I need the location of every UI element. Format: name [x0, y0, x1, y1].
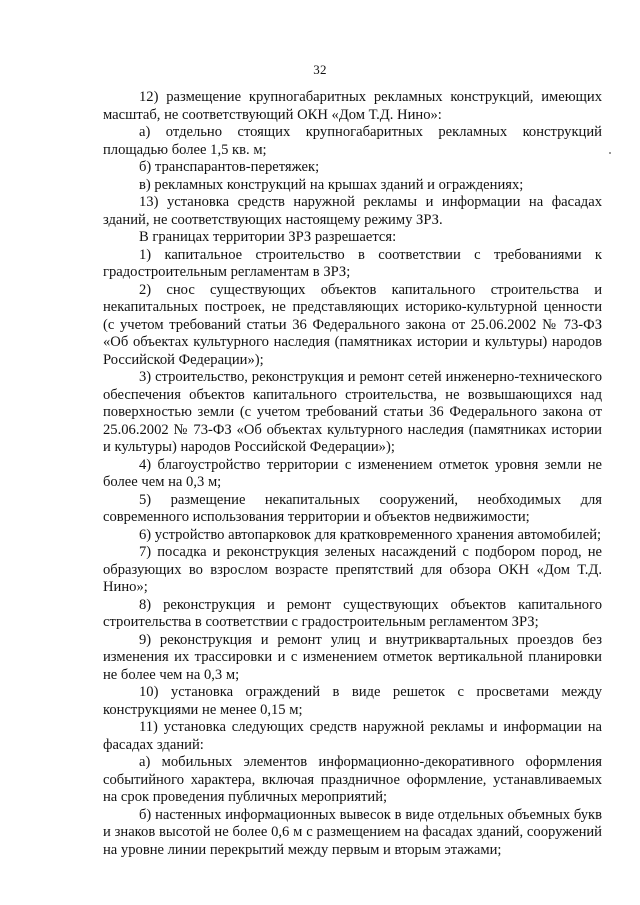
- paragraph-permitted-9: 9) реконструкция и ремонт улиц и внутриквартальных проездов без изменения их трассировки и с изменением отметок вертикальной планировки не более чем на 0,3 м;: [103, 631, 602, 683]
- paragraph-permitted-3: 3) строительство, реконструкция и ремонт сетей инженерно-технического обеспечения объектов капитального строительства, не возвышающихся над поверхностью земли (с учетом требований статьи 36 Федерального закона от 25.06.2002 № 73-ФЗ «Об объектах культурного наследия (памятниках истории и культуры) народов Российской Федерации»);: [103, 369, 602, 455]
- document-body: [103, 89, 602, 859]
- paragraph-subitem-v: в) рекламных конструкций на крышах зданий и ограждениях;: [139, 176, 524, 193]
- paragraph-permitted-11-b: б) настенных информационных вывесок в виде отдельных объемных букв и знаков высотой не более 0,6 м с размещением на фасадах зданий, сооружений на уровне линии перекрытий между первым и вторым этажами;: [103, 806, 602, 858]
- paragraph-subitem-b: б) транспарантов-перетяжек;: [139, 159, 320, 175]
- paragraph-permitted-7: 7) посадка и реконструкция зеленых насаждений с подбором пород, не образующих во взрослом возрасте препятствий для обзора ОКН «Дом Т.Д. Нино»;: [103, 544, 602, 595]
- scan-speck: [609, 152, 611, 154]
- page-number: 32: [313, 62, 327, 77]
- paragraph-permitted-2: 2) снос существующих объектов капитального строительства и некапитальных построек, не представляющих историко-культурной ценности (с учетом требований статьи 36 Федерального закона от 25.06.2002 № 73-ФЗ «Об объектах культурного наследия (памятниках истории и культуры) народов Российской Федерации»);: [103, 281, 602, 368]
- paragraph-subitem-a: а) отдельно стоящих крупногабаритных рекламных конструкций площадью более 1,5 кв. м;: [103, 124, 602, 158]
- paragraph-permitted-1: 1) капитальное строительство в соответствии с требованиями к градостроительным регламентам в ЗРЗ;: [103, 246, 602, 280]
- paragraph-item-13: 13) установка средств наружной рекламы и информации на фасадах зданий, не соответствующих настоящему режиму ЗРЗ.: [103, 194, 602, 228]
- paragraph-permitted-5: 5) размещение некапитальных сооружений, необходимых для современного использования территории и объектов недвижимости;: [103, 491, 602, 525]
- paragraph-item-12: 12) размещение крупногабаритных рекламных конструкций, имеющих масштаб, не соответствующий ОКН «Дом Т.Д. Нино»:: [103, 89, 602, 123]
- paragraph-permitted-10: 10) установка ограждений в виде решеток с просветами между конструкциями не менее 0,15 м;: [103, 684, 602, 718]
- paragraph-permitted-11: 11) установка следующих средств наружной рекламы и информации на фасадах зданий:: [103, 719, 602, 753]
- paragraph-permitted-4: 4) благоустройство территории с изменением отметок уровня земли не более чем на 0,3 м;: [103, 456, 602, 490]
- paragraph-permitted-8: 8) реконструкция и ремонт существующих объектов капитального строительства в соответствии с градостроительным регламентом ЗРЗ;: [103, 596, 602, 630]
- paragraph-permitted-11-a: а) мобильных элементов информационно-декоративного оформления событийного характера, включая праздничное оформление, устанавливаемых на срок проведения публичных мероприятий;: [103, 754, 602, 805]
- paragraph-permitted-heading: В границах территории ЗРЗ разрешается:: [139, 229, 397, 245]
- paragraph-permitted-6: 6) устройство автопарковок для кратковременного хранения автомобилей;: [139, 526, 602, 543]
